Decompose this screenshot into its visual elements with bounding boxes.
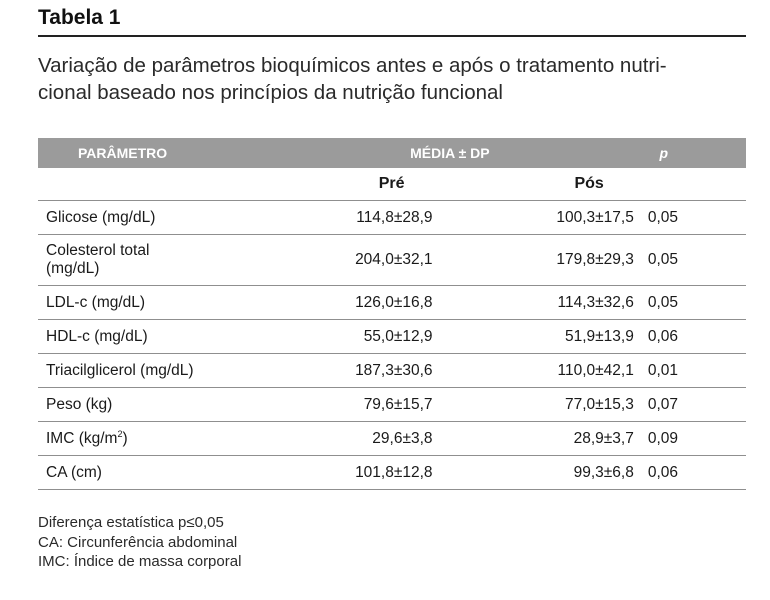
pre-value: 29,6±3,8 — [372, 429, 433, 447]
param-cell: Glicose (mg/dL) — [38, 201, 252, 235]
pos-cell — [435, 235, 648, 286]
pre-value: 114,8±28,9 — [356, 208, 433, 226]
pos-value: 99,3±6,8 — [573, 463, 634, 481]
pos-value: 110,0±42,1 — [557, 361, 634, 379]
note-line: IMC: Índice de massa corporal — [38, 553, 242, 570]
table-row — [38, 235, 746, 286]
subheader-row — [38, 168, 746, 201]
table-row — [38, 422, 746, 456]
pos-cell — [435, 354, 648, 388]
param-cell: Peso (kg) — [38, 388, 252, 422]
p-cell: 0,06 — [648, 456, 746, 490]
table-notes — [38, 513, 241, 572]
pre-cell — [252, 354, 435, 388]
p-cell: 0,09 — [648, 422, 746, 456]
p-cell: 0,05 — [648, 201, 746, 235]
p-cell: 0,06 — [648, 320, 746, 354]
param-superscript: 2 — [117, 428, 123, 439]
pre-value: 204,0±32,1 — [355, 251, 433, 268]
table-row — [38, 456, 746, 490]
table-row — [38, 201, 746, 235]
pos-value: 100,3±17,5 — [556, 208, 634, 226]
pre-value: 126,0±16,8 — [355, 293, 433, 311]
param-cell — [38, 235, 252, 286]
p-cell: 0,05 — [648, 286, 746, 320]
caption-line-1: Variação de parâmetros bioquímicos antes e após o tratamento nutri- — [38, 54, 667, 77]
param-cell: CA (cm) — [38, 456, 252, 490]
header-mean-sd: MÉDIA ± DP — [252, 138, 648, 168]
pre-cell — [252, 201, 435, 235]
pos-value: 51,9±13,9 — [564, 327, 634, 345]
p-cell: 0,01 — [648, 354, 746, 388]
subheader-pos: Pós — [435, 168, 648, 201]
table-caption — [38, 52, 750, 106]
p-cell: 0,07 — [648, 388, 746, 422]
pos-cell — [435, 201, 648, 235]
subheader-pre: Pré — [252, 168, 435, 201]
pos-value: 114,3±32,6 — [557, 293, 634, 311]
header-p-value: p — [648, 138, 746, 168]
table-label: Tabela 1 — [38, 6, 121, 29]
note-line: Diferença estatística p≤0,05 — [38, 514, 224, 531]
note-line: CA: Circunferência abdominal — [38, 533, 238, 551]
pos-cell — [435, 422, 648, 456]
table-row — [38, 286, 746, 320]
pre-cell — [252, 320, 435, 354]
pos-cell — [435, 320, 648, 354]
table-row — [38, 320, 746, 354]
pos-value: 28,9±3,7 — [573, 429, 634, 447]
subheader-p-empty — [648, 168, 746, 201]
param-close: ) — [122, 430, 128, 448]
param-cell — [38, 422, 252, 456]
p-cell: 0,05 — [648, 235, 746, 286]
param-line-1: Colesterol total — [46, 242, 150, 259]
pre-value: 79,6±15,7 — [363, 395, 433, 413]
results-table — [38, 138, 746, 490]
subheader-empty — [38, 168, 252, 201]
pos-value: 179,8±29,3 — [556, 251, 634, 268]
param-line-2: (mg/dL) — [46, 260, 100, 277]
pre-cell — [252, 456, 435, 490]
pre-value: 187,3±30,6 — [355, 361, 433, 379]
pos-cell — [435, 286, 648, 320]
param-cell: Triacilglicerol (mg/dL) — [38, 354, 252, 388]
pre-cell — [252, 422, 435, 456]
header-row — [38, 138, 746, 168]
pre-cell — [252, 235, 435, 286]
pos-value: 77,0±15,3 — [564, 395, 634, 413]
pos-cell — [435, 456, 648, 490]
param-cell: LDL-c (mg/dL) — [38, 286, 252, 320]
caption-line-2: cional baseado nos princípios da nutrição funcional — [38, 81, 503, 104]
table-row — [38, 354, 746, 388]
pre-value: 55,0±12,9 — [363, 327, 433, 345]
pre-value: 101,8±12,8 — [355, 463, 433, 481]
pre-cell — [252, 286, 435, 320]
param-cell: HDL-c (mg/dL) — [38, 320, 252, 354]
pre-cell — [252, 388, 435, 422]
param-text: IMC (kg/m — [46, 430, 118, 448]
pos-cell — [435, 388, 648, 422]
title-rule — [38, 35, 746, 37]
header-parameter: PARÂMETRO — [38, 138, 252, 168]
table-row — [38, 388, 746, 422]
